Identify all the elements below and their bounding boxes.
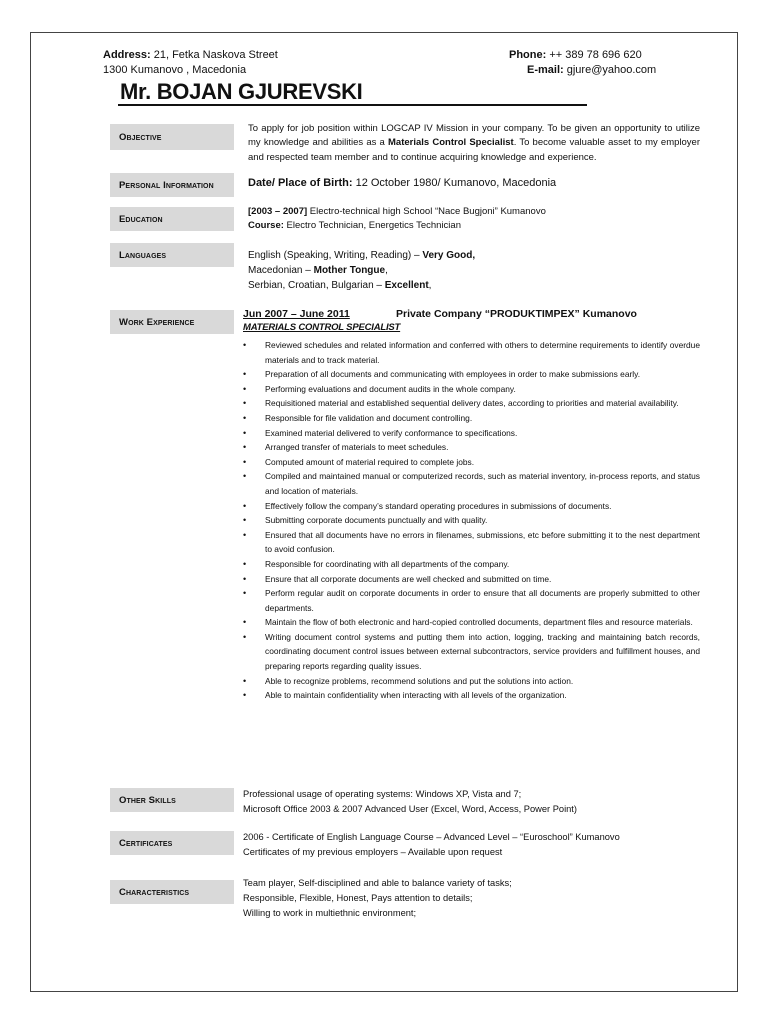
duty-item: • Reviewed schedules and related information and conferred with others to determine requirements to identify overdue materials and to track material.	[243, 338, 700, 367]
contact-block	[509, 48, 656, 78]
duty-item: • Writing document control systems and putting them into action, logging, tracking and maintaining batch records, coordinating document control issues between external subcontractors, service providers and fulfillment houses, and preparing reports regarding quality issues.	[243, 630, 700, 674]
duty-item: • Compiled and maintained manual or computerized records, such as material inventory, in-process reports, and status and location of materials.	[243, 469, 700, 498]
birth-label: Date/ Place of Birth:	[248, 177, 353, 189]
section-label-languages: Languages	[110, 243, 234, 267]
section-label-objective: Objective	[110, 124, 234, 150]
section-label-certificates: Certificates	[110, 831, 234, 855]
language-english-level: Very Good,	[422, 250, 476, 261]
course-value: Electro Technician, Energetics Technician	[283, 220, 461, 232]
duty-item: • Perform regular audit on corporate documents in order to ensure that all documents are properly submitted to other departments.	[243, 586, 700, 615]
objective-role: Materials Control Specialist	[388, 137, 514, 149]
objective-text-a: To apply for job position within LOGCAP IV Mission in your company. To be given an opportunity to utilize my knowledge and abilities as a	[248, 123, 700, 149]
other-skills-text	[243, 787, 703, 817]
objective-text-b: . To become valuable asset to my employer and respected team member and to continue acquiring knowledge and experience.	[248, 137, 700, 163]
characteristics-text	[243, 876, 703, 921]
characteristic-line: Responsible, Flexible, Honest, Pays attention to details;	[243, 893, 473, 903]
job-period: Jun 2007 – June 2011	[243, 308, 350, 320]
duty-item: • Preparation of all documents and communicating with employees in order to make submissions early.	[243, 367, 700, 382]
email-label: E-mail:	[527, 64, 564, 76]
section-label-work: Work Experience	[110, 310, 234, 334]
section-label-characteristics: Characteristics	[110, 880, 234, 904]
job-heading	[243, 308, 643, 320]
language-others-name: Serbian, Croatian, Bulgarian –	[248, 280, 385, 291]
objective-text	[248, 122, 700, 165]
duty-item: • Ensure that all corporate documents are well checked and submitted on time.	[243, 572, 700, 587]
language-others	[248, 278, 700, 293]
duty-item: • Ensured that all documents have no errors in filenames, submissions, etc before submitting it to the nest department to avoid confusion.	[243, 528, 700, 557]
language-english-name: English (Speaking, Writing, Reading) –	[248, 250, 423, 261]
duty-item: • Able to recognize problems, recommend solutions and put the solutions into action.	[243, 674, 700, 689]
languages-list	[248, 248, 700, 293]
duty-item: • Examined material delivered to verify conformance to specifications.	[243, 426, 700, 441]
duty-item: • Submitting corporate documents punctually and with quality.	[243, 513, 700, 528]
language-macedonian-name: Macedonian –	[248, 265, 314, 276]
certificate-line: 2006 - Certificate of English Language Course – Advanced Level – “Euroschool” Kumanovo	[243, 832, 620, 842]
duty-item: • Effectively follow the company’s standard operating procedures in submissions of documents.	[243, 499, 700, 514]
address-line1: 21, Fetka Naskova Street	[150, 49, 278, 61]
section-label-other-skills: Other Skills	[110, 788, 234, 812]
duties-list	[243, 338, 700, 703]
birth-value: 12 October 1980/ Kumanovo, Macedonia	[352, 177, 557, 189]
language-macedonian-tail: ,	[385, 265, 388, 276]
language-macedonian-level: Mother Tongue	[313, 265, 386, 276]
phone-value: ++ 389 78 696 620	[546, 49, 642, 61]
address-label: Address:	[103, 49, 151, 61]
section-label-personal: Personal Information	[110, 173, 234, 197]
characteristic-line: Team player, Self-disciplined and able to balance variety of tasks;	[243, 878, 512, 888]
skills-line: Microsoft Office 2003 & 2007 Advanced User (Excel, Word, Access, Power Point)	[243, 804, 577, 814]
section-label-education: Education	[110, 207, 234, 231]
course-label: Course:	[248, 220, 284, 232]
duty-item: • Arranged transfer of materials to meet schedules.	[243, 440, 700, 455]
email-value: gjure@yahoo.com	[563, 64, 657, 76]
address-line2: 1300 Kumanovo , Macedonia	[103, 64, 247, 76]
duty-item: • Responsible for file validation and document controlling.	[243, 411, 700, 426]
education-years: [2003 – 2007]	[248, 206, 308, 217]
language-english	[248, 248, 700, 263]
duty-item: • Performing evaluations and document audits in the whole company.	[243, 382, 700, 397]
duty-item: • Responsible for coordinating with all departments of the company.	[243, 557, 700, 572]
job-title: MATERIALS CONTROL SPECIALIST	[243, 322, 401, 333]
phone-label: Phone:	[509, 49, 547, 61]
duty-item: • Requisitioned material and established sequential delivery dates, according to priorities and material availability.	[243, 396, 700, 411]
duty-item: • Able to maintain confidentiality when interacting with all levels of the organization.	[243, 688, 700, 703]
job-company: Private Company “PRODUKTIMPEX” Kumanovo	[396, 308, 637, 320]
education-school: Electro-technical high School “Nace Bugjoni” Kumanovo	[307, 206, 546, 217]
address-block	[103, 48, 278, 78]
language-others-tail: ,	[428, 280, 432, 291]
language-macedonian	[248, 263, 700, 278]
name-underline	[118, 104, 587, 106]
personal-info	[248, 176, 700, 191]
candidate-name: Mr. BOJAN GJUREVSKI	[120, 79, 363, 104]
language-others-level: Excellent	[384, 280, 429, 291]
certificates-text	[243, 830, 703, 860]
certificate-line: Certificates of my previous employers – Available upon request	[243, 847, 503, 857]
characteristic-line: Willing to work in multiethnic environment;	[243, 908, 417, 918]
duty-item: • Computed amount of material required to complete jobs.	[243, 455, 700, 470]
duty-item: • Maintain the flow of both electronic and hard-copied controlled documents, department files and resource materials.	[243, 615, 700, 630]
skills-line: Professional usage of operating systems: Windows XP, Vista and 7;	[243, 789, 522, 799]
education-text	[248, 205, 700, 234]
